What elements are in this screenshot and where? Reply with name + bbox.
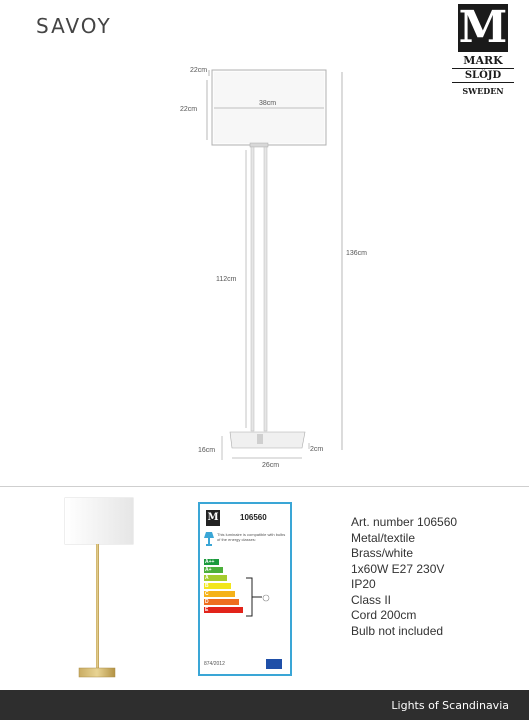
energy-class-bar [204, 575, 248, 581]
eu-flag-icon [266, 659, 282, 669]
dim-shade-height: 22cm [180, 106, 198, 113]
footer-text: Lights of Scandinavia [391, 699, 509, 712]
product-photo [60, 495, 140, 685]
energy-bracket [244, 576, 284, 624]
energy-class-label: A++ [204, 559, 219, 565]
lamp-icon [204, 532, 214, 546]
spec-line: Metal/textile [351, 530, 416, 545]
dim-base-height: 2cm [310, 446, 324, 453]
energy-regulation: 874/2012 [204, 661, 225, 667]
dim-shade-width: 38cm [259, 100, 277, 107]
energy-class-label: E [204, 607, 243, 613]
spec-list [351, 515, 457, 639]
energy-article: 106560 [240, 513, 267, 522]
energy-class-label: B [204, 583, 231, 589]
dim-total-height: 136cm [346, 250, 368, 257]
shade-texture [214, 72, 324, 143]
energy-class-list [204, 559, 248, 615]
energy-class-bar [204, 599, 248, 605]
spec-line: Class II [351, 592, 392, 607]
dim-base-depth: 16cm [198, 447, 216, 454]
energy-class-label: A [204, 575, 227, 581]
dim-base-width: 26cm [262, 462, 280, 469]
energy-logo: M [206, 510, 220, 526]
photo-shade-shading [65, 498, 133, 544]
energy-class-bar [204, 583, 248, 589]
logo-line-3: SWEDEN [462, 86, 504, 96]
logo-mark: M [458, 2, 508, 53]
spec-line: IP20 [351, 577, 376, 591]
energy-class-bar [204, 567, 248, 573]
spec-line: Bulb not included [351, 623, 444, 638]
base [230, 432, 305, 448]
logo-line-1: MARK [463, 54, 503, 67]
shade-bracket [250, 143, 268, 147]
energy-class-bar [204, 559, 248, 565]
bulb-icon [263, 595, 269, 601]
base-switch [257, 434, 263, 444]
energy-class-bar [204, 607, 248, 613]
energy-class-label: C [204, 591, 235, 597]
section-divider [0, 486, 529, 487]
spec-line: Brass/white [351, 546, 414, 560]
logo-line-2: SLÖJD [452, 68, 514, 83]
dim-stem-height: 112cm [216, 276, 237, 283]
spec-line: Art. number 106560 [351, 515, 458, 529]
energy-label [198, 502, 292, 676]
energy-class-bar [204, 591, 248, 597]
spec-line: Cord 200cm [351, 608, 417, 622]
stem-right [264, 147, 267, 431]
dim-shade-depth: 22cm [190, 67, 208, 74]
energy-class-label: A+ [204, 567, 223, 573]
energy-compat-text: This luminaire is compatible with bulbs of the energy classes: [217, 532, 286, 542]
photo-stem [96, 544, 99, 668]
photo-base [79, 668, 115, 677]
stem-left [251, 147, 254, 431]
energy-class-label: D [204, 599, 239, 605]
product-title: SAVOY [36, 14, 112, 38]
spec-line: 1x60W E27 230V [351, 561, 445, 576]
